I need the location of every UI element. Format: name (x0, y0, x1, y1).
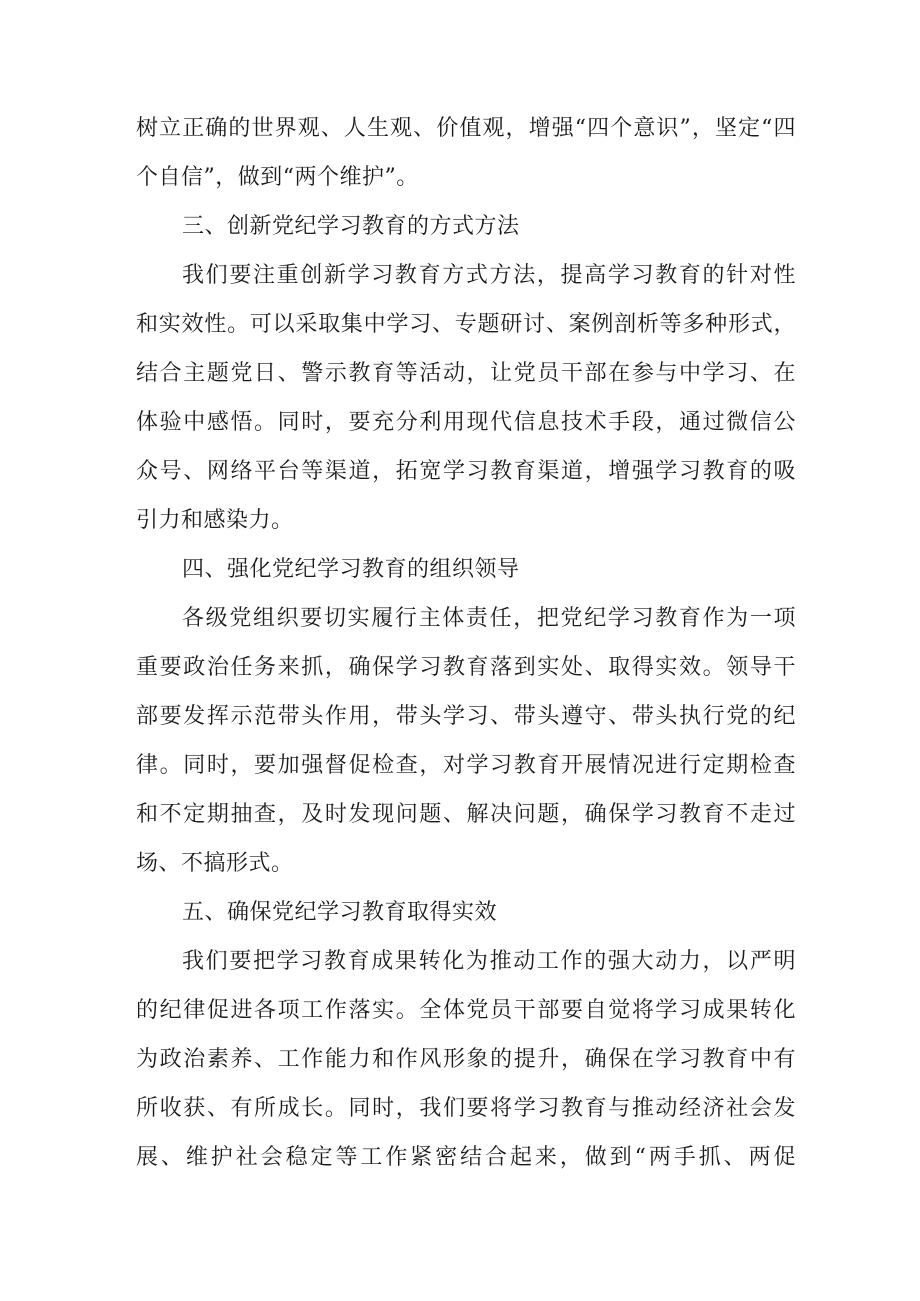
text-line: 众号、网络平台等渠道，拓宽学习教育渠道，增强学习教育的吸 (136, 459, 796, 484)
section-heading-5: 五、确保党纪学习教育取得实效 (182, 900, 498, 925)
section-heading-4: 四、强化党纪学习教育的组织领导 (182, 557, 520, 582)
text-line: 我们要注重创新学习教育方式方法，提高学习教育的针对性 (182, 263, 796, 288)
text-line: 树立正确的世界观、人生观、价值观，增强“四个意识”，坚定“四 (136, 116, 796, 141)
text-line: 场、不搞形式。 (136, 851, 294, 876)
text-line: 我们要把学习教育成果转化为推动工作的强大动力，以严明 (182, 949, 796, 974)
text-line: 和不定期抽查，及时发现问题、解决问题，确保学习教育不走过 (136, 802, 796, 827)
section-heading-3: 三、创新党纪学习教育的方式方法 (182, 214, 520, 239)
text-line: 展、维护社会稳定等工作紧密结合起来，做到“两手抓、两促 (136, 1145, 796, 1170)
text-line: 个自信”，做到“两个维护”。 (136, 165, 419, 190)
text-line: 各级党组织要切实履行主体责任，把党纪学习教育作为一项 (182, 606, 796, 631)
text-line: 和实效性。可以采取集中学习、专题研讨、案例剖析等多种形式， (136, 312, 796, 337)
text-line: 体验中感悟。同时，要充分利用现代信息技术手段，通过微信公 (136, 410, 796, 435)
text-line: 重要政治任务来抓，确保学习教育落到实处、取得实效。领导干 (136, 655, 796, 680)
text-line: 引力和感染力。 (136, 508, 294, 533)
text-line: 的纪律促进各项工作落实。全体党员干部要自觉将学习成果转化 (136, 998, 796, 1023)
text-line: 结合主题党日、警示教育等活动，让党员干部在参与中学习、在 (136, 361, 796, 386)
text-line: 律。同时，要加强督促检查，对学习教育开展情况进行定期检查 (136, 753, 796, 778)
text-line: 所收获、有所成长。同时，我们要将学习教育与推动经济社会发 (136, 1096, 796, 1121)
text-line: 为政治素养、工作能力和作风形象的提升，确保在学习教育中有 (136, 1047, 796, 1072)
text-line: 部要发挥示范带头作用，带头学习、带头遵守、带头执行党的纪 (136, 704, 796, 729)
